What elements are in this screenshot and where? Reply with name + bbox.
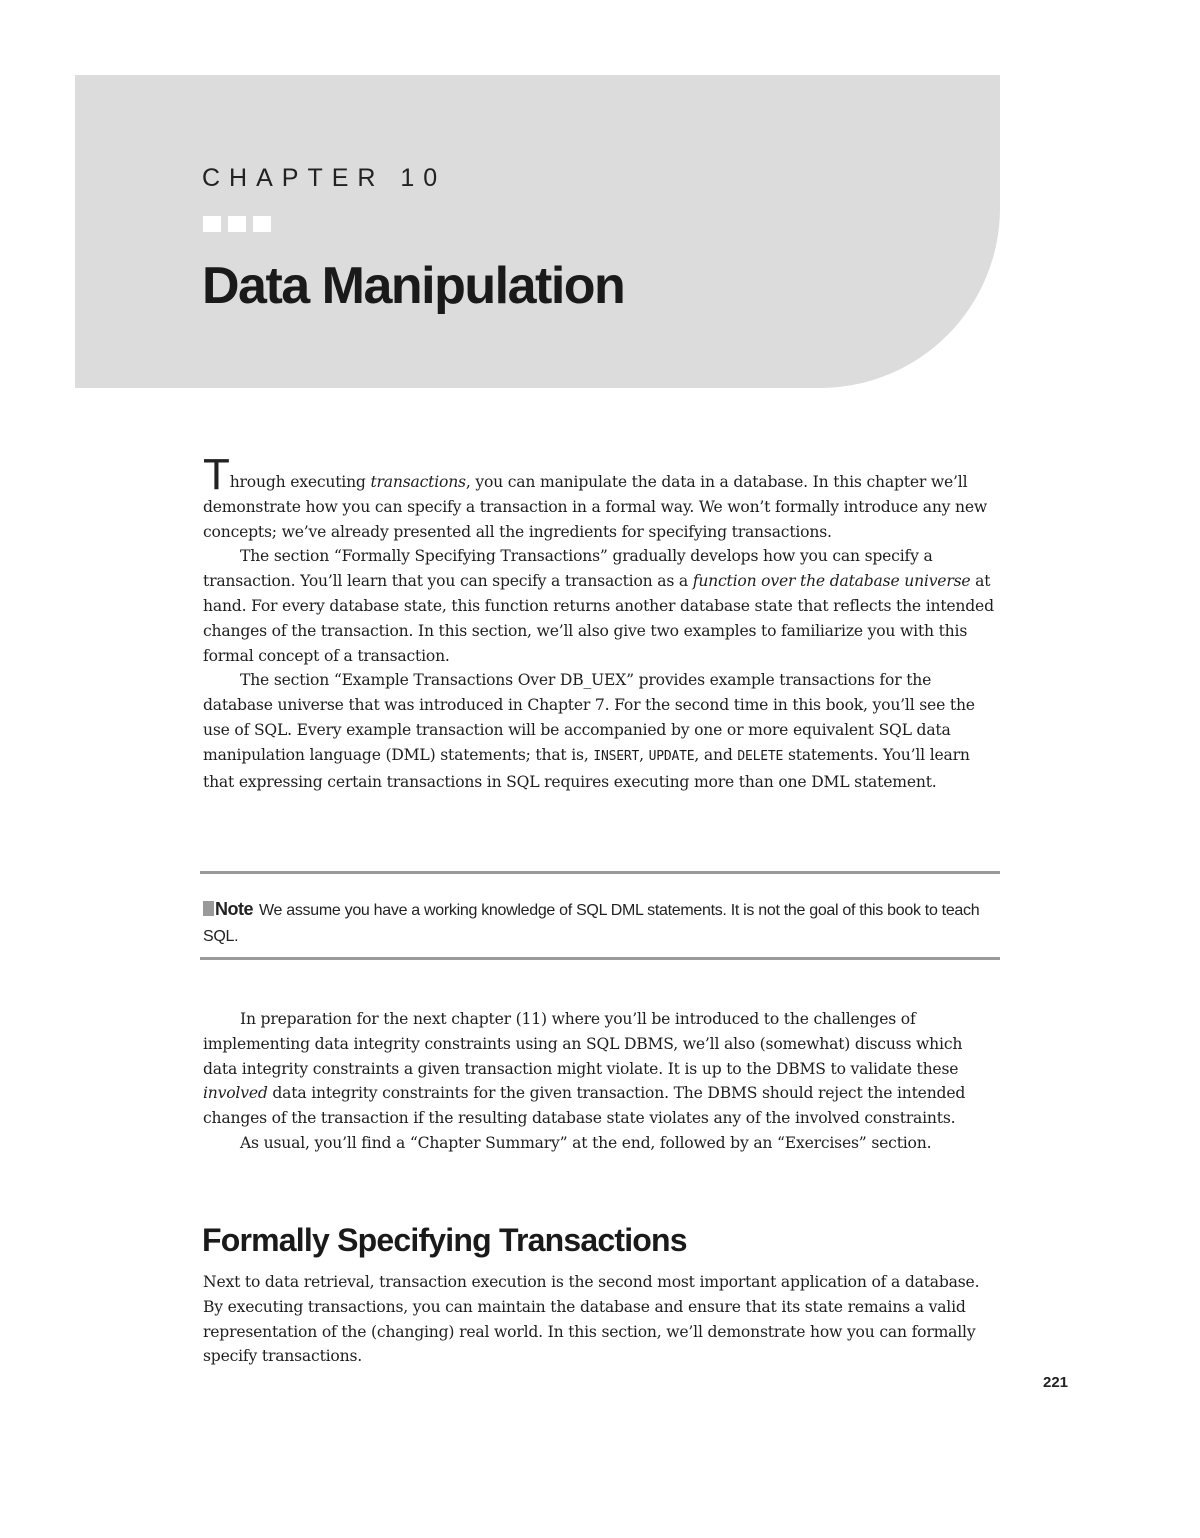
- after-note-section: [203, 1007, 998, 1156]
- chapter-ornament: [203, 216, 271, 232]
- ornament-square: [253, 216, 271, 232]
- note-box: [200, 871, 1000, 960]
- chapter-label: CHAPTER 10: [202, 164, 447, 192]
- section-body: [203, 1270, 998, 1369]
- note-text: Note We assume you have a working knowledge of SQL DML statements. It is not the goal of this book to teach SQL.: [203, 899, 980, 945]
- intro-paragraph-3: The section “Example Transactions Over DB_UEX” provides example transactions for the database universe that was introduced in Chapter 7. For the second time in this book, you’ll see the use of SQL. Every example transaction will be accompanied by one or more equivalent SQL data manipulation language (DML) statements; that is, INSERT, UPDATE, and DELETE statements. You’ll learn that expressing certain transactions in SQL requires executing more than one DML statement.: [203, 671, 975, 791]
- chapter-title: Data Manipulation: [202, 257, 625, 315]
- drop-cap: T: [203, 450, 230, 499]
- code-delete: DELETE: [737, 748, 784, 764]
- note-label: Note: [215, 899, 253, 919]
- ornament-square: [228, 216, 246, 232]
- intro-section: [203, 450, 998, 794]
- after-note-paragraph-2: As usual, you’ll find a “Chapter Summary” at the end, followed by an “Exercises” section.: [240, 1133, 932, 1152]
- ornament-square: [203, 216, 221, 232]
- section-paragraph: Next to data retrieval, transaction execution is the second most important application of a database. By executing transactions, you can maintain the database and ensure that its state remains a valid representation of the (changing) real world. In this section, we’ll demonstrate how you can formally specify transactions.: [203, 1273, 980, 1366]
- note-marker-icon: [203, 901, 214, 916]
- code-insert: INSERT: [593, 748, 640, 764]
- intro-paragraph-1: Through executing transactions, you can manipulate the data in a database. In this chapter we’ll demonstrate how you can specify a transaction in a formal way. We won’t formally introduce any new concepts; we’ve already presented all the ingredients for specifying transactions.: [203, 450, 988, 541]
- page-number: 221: [1043, 1374, 1069, 1391]
- code-update: UPDATE: [648, 748, 695, 764]
- after-note-paragraph-1: In preparation for the next chapter (11) where you’ll be introduced to the challenges of implementing data integrity constraints using an SQL DBMS, we’ll also (somewhat) discuss which data integrity constraints a given transaction might violate. It is up to the DBMS to validate these involved data integrity constraints for the given transaction. The DBMS should reject the intended changes of the transaction if the resulting database state violates any of the involved constraints.: [203, 1010, 966, 1128]
- intro-paragraph-2: The section “Formally Specifying Transactions” gradually develops how you can specify a transaction. You’ll learn that you can specify a transaction as a function over the database universe at hand. For every database state, this function returns another database state that reflects the intended changes of the transaction. In this section, we’ll also give two examples to familiarize you with this formal concept of a transaction.: [203, 547, 994, 665]
- section-heading: Formally Specifying Transactions: [202, 1222, 687, 1258]
